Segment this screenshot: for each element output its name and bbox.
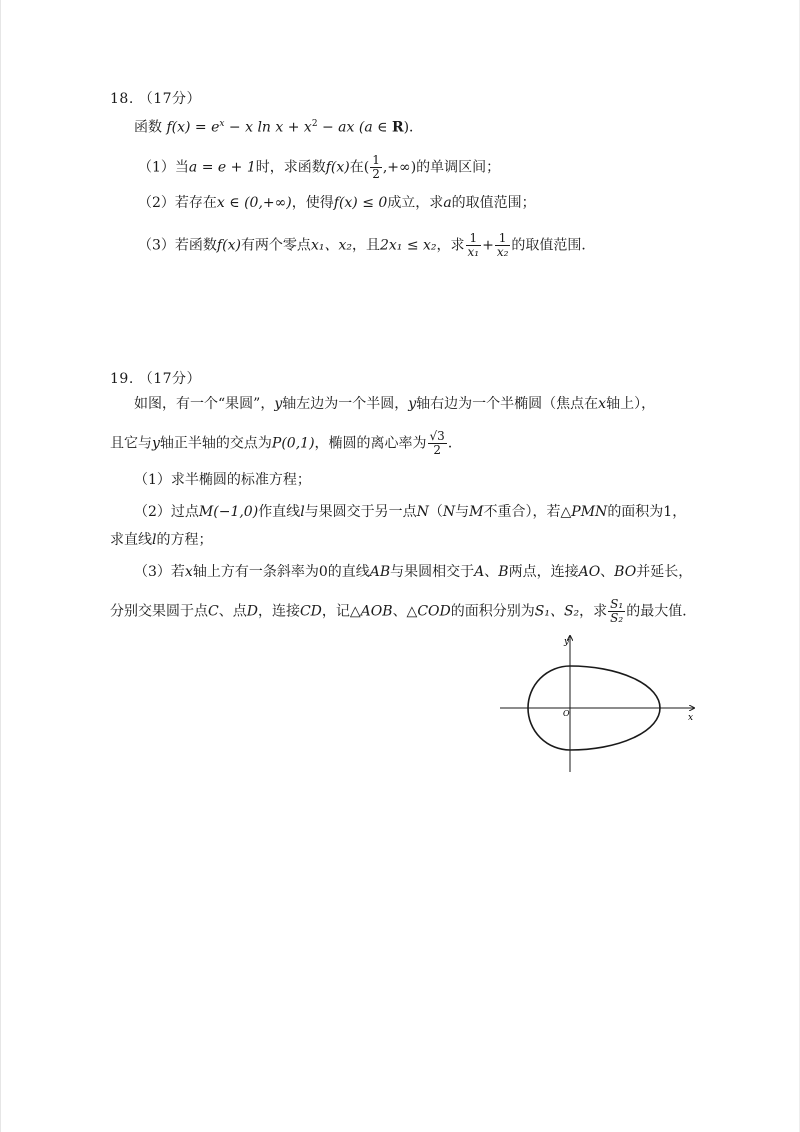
fruit-circle-diagram	[498, 632, 698, 774]
y-axis-label: y	[564, 637, 570, 647]
problem-number: 19.	[110, 371, 134, 387]
x-axis-label: x	[688, 713, 694, 723]
problem-points: （17分）	[138, 91, 202, 107]
origin-label: O	[563, 709, 570, 718]
problem-points: （17分）	[138, 371, 202, 387]
problem-19-intro-line-1: 如图，有一个“果圆”，y轴左边为一个半圆，y轴右边为一个半椭圆（焦点在x轴上），	[134, 396, 656, 412]
problem-18-part-2: （2）若存在x ∈ (0,+∞)，使得f(x) ≤ 0成立，求a的取值范围；	[138, 195, 536, 211]
problem-18-stem: 函数 $f(x) = e^x - x$ $\ln x + x^2$ − ax (a ∈ R)．	[134, 119, 424, 136]
fruit-circle-figure	[498, 632, 698, 774]
problem-19-heading	[110, 368, 201, 388]
problem-19-part-3-line-2: 分别交果圆于点C、点D，连接CD，记△AOB、△COD的面积分别为S₁、S₂，求 $\frac{\text{S₁}}{\text{S₂}}$ 的最大值．	[110, 597, 697, 625]
fraction-eccentricity: $\frac{√3}{2}$	[429, 429, 445, 457]
fraction-one-over-x2: $\frac{1}{\text{x₂}}$	[496, 231, 509, 259]
fraction-one-half: $\frac{1}{2}$	[372, 153, 380, 181]
problem-18-heading	[110, 88, 201, 108]
problem-19-part-2-line-2: 求直线l的方程；	[110, 532, 213, 548]
problem-number: 18.	[110, 91, 134, 107]
problem-19-part-2: （2）过点M(−1,0)作直线l与果圆交于另一点N（N与M不重合），若△PMN的面积为1，	[134, 504, 687, 520]
problem-19-intro-line-2: 且它与y轴正半轴的交点为P(0,1)，椭圆的离心率为 $\frac{√3}{2}$ ．	[110, 429, 462, 457]
problem-19-part-3: （3）若x轴上方有一条斜率为0的直线AB与果圆相交于A、B两点，连接AO、BO并延长，	[134, 564, 693, 580]
problem-18-part-3: （3）若函数f(x)有两个零点x₁、x₂，且2x₁ ≤ x₂，求 $\frac{1}{\text{x₁}}$ + $\frac{1}{\text{x₂}}$ 的取值范围．	[138, 231, 596, 259]
problem-19-part-1: （1）求半椭圆的标准方程；	[134, 472, 311, 488]
fraction-s1-over-s2: $\frac{\text{S₁}}{\text{S₂}}$	[610, 597, 624, 625]
problem-18-part-1: （1）当a = e + 1时，求函数f(x)在( $\frac{1}{2}$ ,+∞)的单调区间；	[138, 153, 501, 181]
fraction-one-over-x1: $\frac{1}{\text{x₁}}$	[467, 231, 480, 259]
